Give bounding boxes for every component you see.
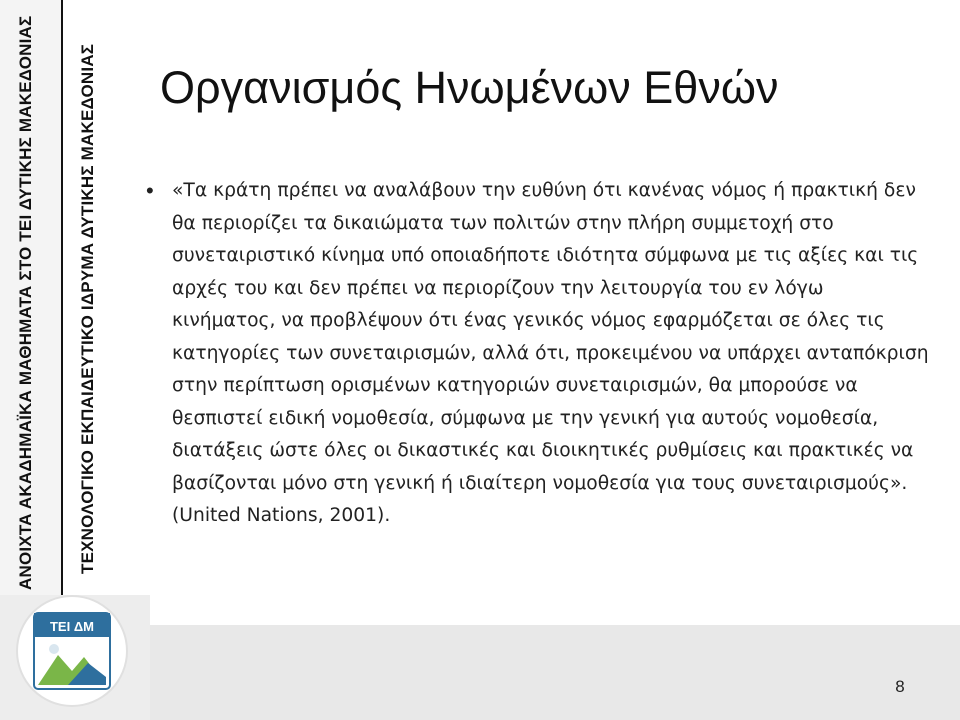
sidebar-divider — [61, 0, 63, 598]
logo-text: TEI ΔΜ — [49, 619, 95, 634]
bullet-icon: • — [146, 178, 154, 203]
tei-logo — [18, 597, 126, 705]
sidebar-institution-label: ΤΕΧΝΟΛΟΓΙΚΟ ΕΚΠΑΙΔΕΥΤΙΚΟ ΙΔΡΥΜΑ ΔΥΤΙΚΗΣ ΜΑΚΕΔΟΝΙΑΣ — [78, 43, 97, 574]
page-number: 8 — [895, 677, 905, 696]
sidebar-open-courses-label: ΑΝΟΙΧΤΑ ΑΚΑΔΗΜΑΪΚΑ ΜΑΘΗΜΑΤΑ ΣΤΟ ΤΕΙ ΔΥΤΙΚΗΣ ΜΑΚΕΔΟΝΙΑΣ — [16, 15, 35, 590]
slide-title: Οργανισμός Ηνωμένων Εθνών — [160, 62, 779, 113]
tei-logo-icon — [28, 607, 116, 695]
slide-body-text: «Τα κράτη πρέπει να αναλάβουν την ευθύνη ότι κανένας νόμος ή πρακτική δεν θα περιορίζει τα δικαιώματα των πολιτών στην πλήρη συμμετοχή στο συνεταιριστικό κίνημα υπό οποιαδήποτε ιδιότητα σύμφωνα με τις αξίες και τις αρχές του και δεν πρέπει να περιορίζουν την λειτουργία του εν λόγω κινήματος, να προβλέψουν ότι ένας γενικός νόμος εφαρμόζεται σε όλες τις κατηγορίες των συνεταιρισμών, αλλά ότι, προκειμένου να υπάρχει ανταπόκριση στην περίπτωση ορισμένων κατηγοριών συνεταιρισμών, θα μπορούσε να θεσπιστεί ειδική νομοθεσία, σύμφωνα με την γενική για αυτούς νομοθεσία, διατάξεις ώστε όλες οι δικαστικές και διοικητικές ρυθμίσεις και πρακτικές να βασίζονται μόνο στη γενική ή ιδιαίτερη νομοθεσία για τους συνεταιρισμούς». (United Nations, 2001). — [172, 180, 929, 526]
